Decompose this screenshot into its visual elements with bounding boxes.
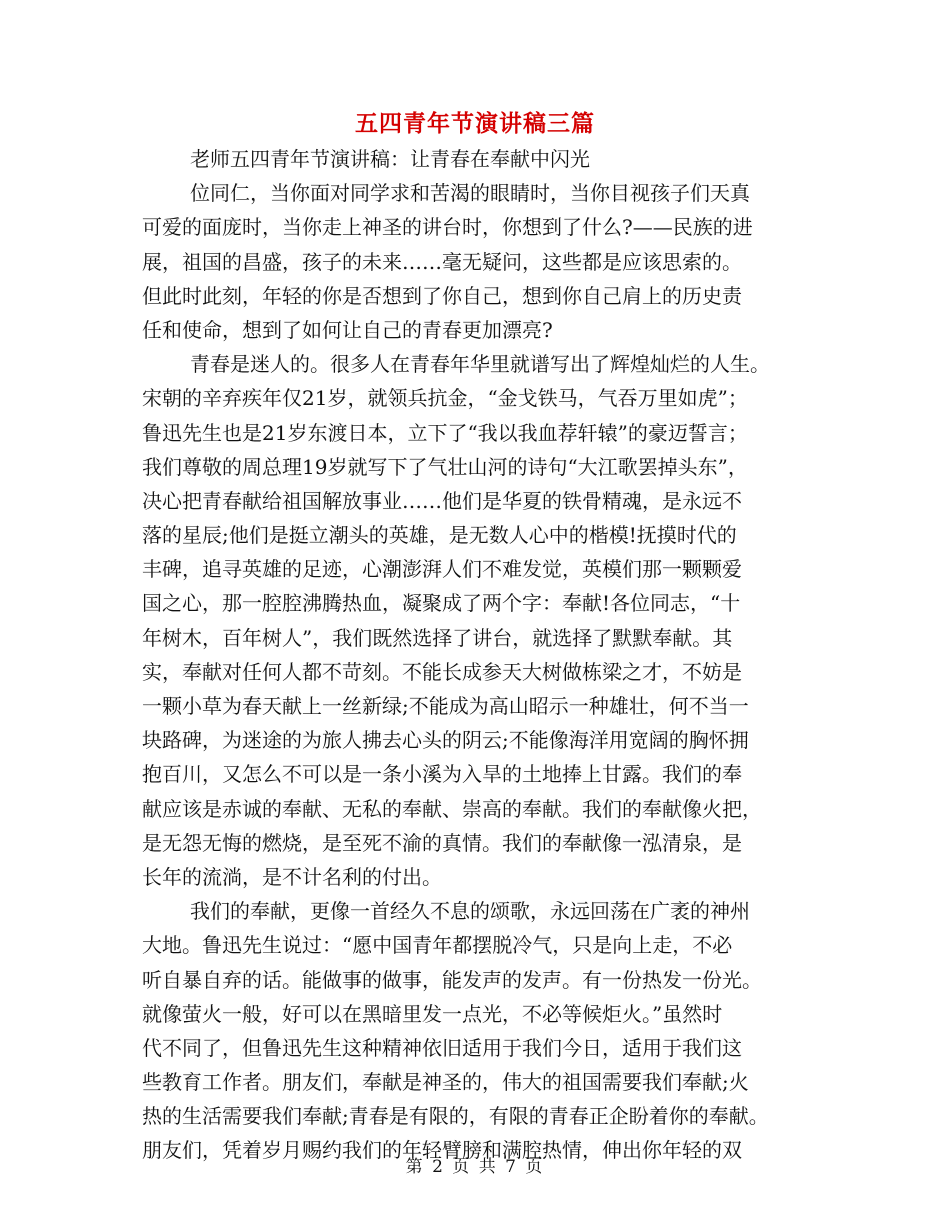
document-title: 五四青年节演讲稿三篇 xyxy=(355,110,595,137)
paragraph-line: 宋朝的辛弃疾年仅21岁，就领兵抗金，“金戈铁马，气吞万里如虎”； xyxy=(142,386,748,411)
paragraph-line: 可爱的面庞时，当你走上神圣的讲台时，你想到了什么?——民族的进 xyxy=(142,215,753,240)
paragraph-line: 朋友们，凭着岁月赐约我们的年轻臂膀和满腔热情，伸出你年轻的双 xyxy=(142,1138,742,1163)
paragraph-line: 展，祖国的昌盛，孩子的未来……毫无疑问，这些都是应该思索的。 xyxy=(142,249,742,274)
paragraph-line: 块路碑，为迷途的为旅人拂去心头的阴云;不能像海洋用宽阔的胸怀拥 xyxy=(142,728,749,753)
document-body xyxy=(142,142,832,1168)
paragraph-line: 就像萤火一般，好可以在黑暗里发一点光，不必等候炬火。”虽然时 xyxy=(142,1001,723,1026)
paragraph-line: 实，奉献对任何人都不苛刻。不能长成参天大树做栋梁之才，不妨是 xyxy=(142,659,742,684)
paragraph-line: 代不同了，但鲁迅先生这种精神依旧适用于我们今日，适用于我们这 xyxy=(142,1035,742,1060)
paragraph-line: 长年的流淌，是不计名利的付出。 xyxy=(142,864,442,889)
paragraph-line: 国之心，那一腔腔沸腾热血，凝聚成了两个字：奉献!各位同志，“十 xyxy=(142,591,741,616)
paragraph-line: 青春是迷人的。很多人在青春年华里就谱写出了辉煌灿烂的人生。 xyxy=(190,352,770,377)
paragraph-line: 但此时此刻，年轻的你是否想到了你自己，想到你自己肩上的历史责 xyxy=(142,283,742,308)
page-number-footer: 第 2 页 共 7 页 xyxy=(405,1157,545,1177)
paragraph-line: 决心把青春献给祖国解放事业……他们是华夏的铁骨精魂，是永远不 xyxy=(142,488,742,513)
paragraph-line: 些教育工作者。朋友们，奉献是神圣的，伟大的祖国需要我们奉献;火 xyxy=(142,1070,749,1095)
paragraph-line: 我们尊敬的周总理19岁就写下了气壮山河的诗句“大江歌罢掉头东”， xyxy=(142,454,748,479)
paragraph-line: 听自暴自弃的话。能做事的做事，能发声的发声。有一份热发一份光。 xyxy=(142,967,762,992)
paragraph-line: 一颗小草为春天献上一丝新绿;不能成为高山昭示一种雄壮，何不当一 xyxy=(142,694,749,718)
paragraph-line: 任和使命，想到了如何让自己的青春更加漂亮? xyxy=(142,317,553,342)
paragraph-line: 年树木，百年树人”，我们既然选择了讲台，就选择了默默奉献。其 xyxy=(142,625,733,650)
paragraph-line: 热的生活需要我们奉献;青春是有限的，有限的青春正企盼着你的奉献。 xyxy=(142,1104,769,1129)
paragraph-line: 我们的奉献，更像一首经久不息的颂歌，永远回荡在广袤的神州 xyxy=(190,899,750,924)
paragraph-line: 是无怨无悔的燃烧，是至死不渝的真情。我们的奉献像一泓清泉，是 xyxy=(142,830,742,855)
paragraph-line: 鲁迅先生也是21岁东渡日本，立下了“我以我血荐轩辕”的豪迈誓言； xyxy=(142,420,748,445)
paragraph-line: 位同仁，当你面对同学求和苦渴的眼睛时，当你目视孩子们天真 xyxy=(190,181,750,206)
paragraph-line: 大地。鲁迅先生说过：“愿中国青年都摆脱冷气，只是向上走，不必 xyxy=(142,933,733,958)
paragraph-line: 抱百川，又怎么不可以是一条小溪为入旱的土地捧上甘露。我们的奉 xyxy=(142,762,742,787)
paragraph-line: 落的星辰;他们是挺立潮头的英雄，是无数人心中的楷模!抚摸时代的 xyxy=(142,523,737,548)
paragraph-line: 丰碑，追寻英雄的足迹，心潮澎湃人们不难发觉，英模们那一颗颗爱 xyxy=(142,557,742,582)
subtitle-line: 老师五四青年节演讲稿：让青春在奉献中闪光 xyxy=(190,147,590,171)
paragraph-line: 献应该是赤诚的奉献、无私的奉献、崇高的奉献。我们的奉献像火把， xyxy=(142,796,762,821)
